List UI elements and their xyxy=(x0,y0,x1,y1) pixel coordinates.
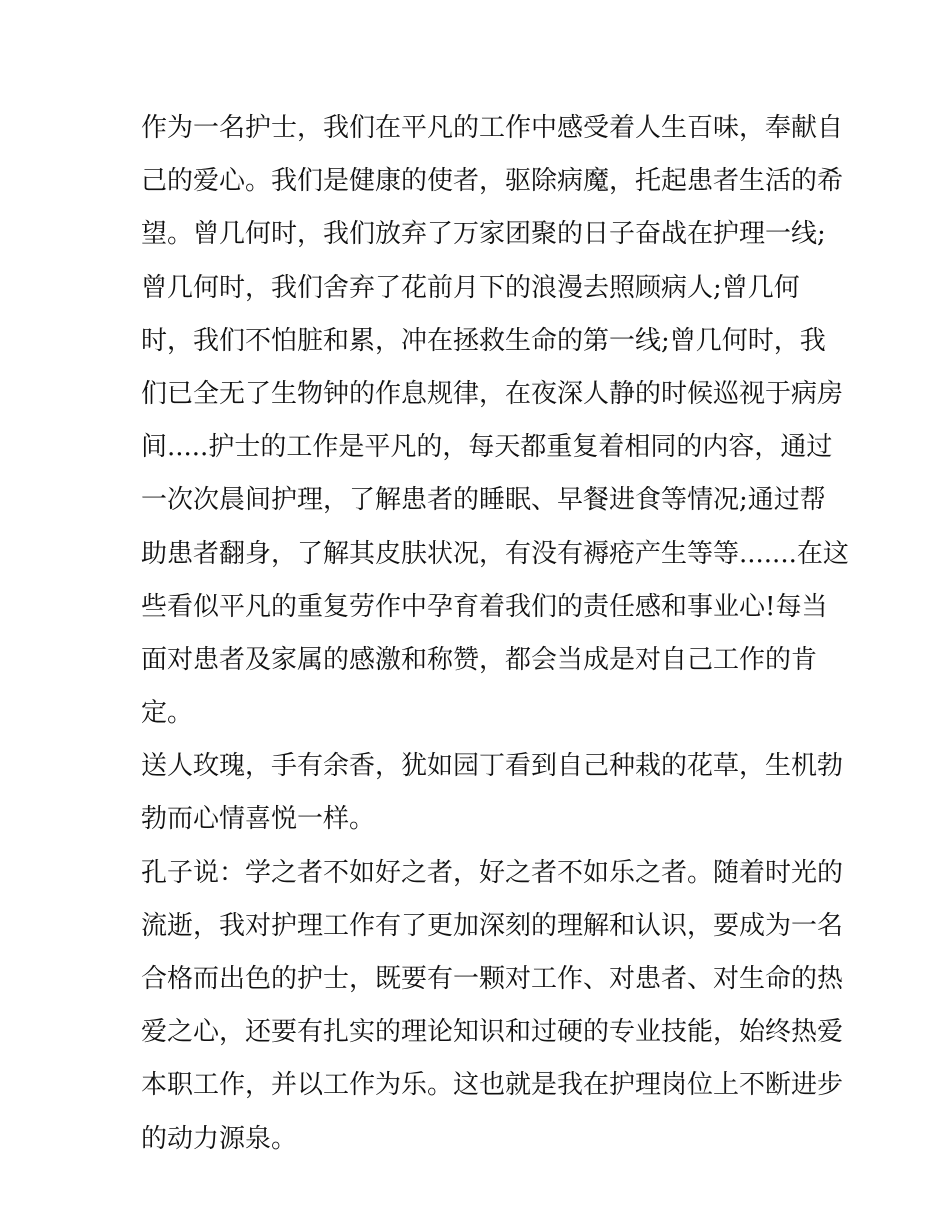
text-line: 间.....护士的工作是平凡的，每天都重复着相同的内容，通过 xyxy=(141,432,833,463)
text-line: 望。曾几何时，我们放弃了万家团聚的日子奋战在护理一线; xyxy=(141,219,826,250)
text-line: 合格而出色的护士，既要有一颗对工作、对患者、对生命的热 xyxy=(141,964,844,994)
text-line: 作为一名护士，我们在平凡的工作中感受着人生百味，奉献自 xyxy=(141,113,844,143)
text-line: 定。 xyxy=(141,698,194,729)
text-line: 己的爱心。我们是健康的使者，驱除病魔，托起患者生活的希 xyxy=(141,166,844,197)
text-line: 本职工作，并以工作为乐。这也就是我在护理岗位上不断进步 xyxy=(141,1070,844,1101)
document-body xyxy=(141,102,849,1166)
text-line: 助患者翻身，了解其皮肤状况，有没有褥疮产生等等.......在这 xyxy=(141,538,849,569)
text-line: 勃而心情喜悦一样。 xyxy=(141,804,376,835)
text-line: 送人玫瑰，手有余香，犹如园丁看到自己种栽的花草，生机勃 xyxy=(141,751,844,782)
text-line: 时，我们不怕脏和累，冲在拯救生命的第一线;曾几何时，我 xyxy=(141,325,826,356)
text-line: 孔子说：学之者不如好之者，好之者不如乐之者。随着时光的 xyxy=(141,857,844,888)
text-line: 些看似平凡的重复劳作中孕育着我们的责任感和事业心!每当 xyxy=(141,591,828,622)
text-line: 们已全无了生物钟的作息规律，在夜深人静的时候巡视于病房 xyxy=(141,378,844,409)
text-line: 面对患者及家属的感激和称赞，都会当成是对自己工作的肯 xyxy=(141,644,818,675)
text-line: 曾几何时，我们舍弃了花前月下的浪漫去照顾病人;曾几何 xyxy=(141,272,800,303)
text-line: 流逝，我对护理工作有了更加深刻的理解和认识，要成为一名 xyxy=(141,910,844,941)
text-line: 的动力源泉。 xyxy=(141,1123,298,1154)
text-line: 爱之心，还要有扎实的理论知识和过硬的专业技能，始终热爱 xyxy=(141,1017,844,1048)
text-line: 一次次晨间护理，了解患者的睡眠、早餐进食等情况;通过帮 xyxy=(141,485,826,516)
